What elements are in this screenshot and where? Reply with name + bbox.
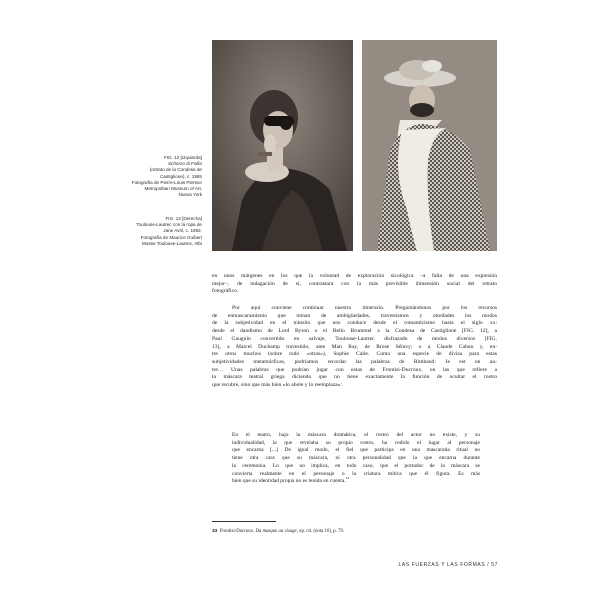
photo-toulouse-lautrec xyxy=(362,40,497,251)
running-footer: LAS FUERZAS Y LAS FORMAS / 57 xyxy=(398,562,498,568)
footnote-ref: 33 xyxy=(345,476,350,481)
caption-fig13 xyxy=(92,216,202,247)
quote-line: la ceremonia. Lo que no implica, en todo caso, que el portador de la máscara se xyxy=(232,462,480,469)
caption-label: FIG. 12 [Izquierda] xyxy=(163,155,202,160)
paragraph-2 xyxy=(212,305,497,390)
footnote-rule xyxy=(212,521,276,522)
quote-line: bien que su identidad propia no es tenida en cuenta. xyxy=(232,478,346,485)
text-line: desde el dandismo de Lord Byron o el Bello Brummel a la Condesa de Castiglione [FIG. 12], a xyxy=(212,328,497,335)
caption-fig12 xyxy=(92,155,202,198)
text-line: fotográfico. xyxy=(212,288,239,295)
footnote xyxy=(212,529,344,534)
text-line: tre… Unas palabras que podrían jugar con estas de Frontisi-Ducroux, en las que refiere a xyxy=(212,366,497,373)
paragraph-1 xyxy=(212,273,497,296)
caption-label: FIG. 13 [Derecha] xyxy=(165,216,202,221)
text-line: Paul Gauguin convertido en salvaje, Toulouse-Lautrec disfrazado de modos diversos [FIG. xyxy=(212,335,497,342)
quote-line: En el teatro, bajo la máscara dramática, el rostro del actor no existe, y su xyxy=(232,432,480,438)
caption-line: Fotografía de Maurice Guibert xyxy=(140,234,202,240)
caption-line: Jane Avril, c. 1892. xyxy=(163,228,202,234)
caption-line: Fotografía de Pierre-Louis Pierson xyxy=(131,179,202,185)
block-quote xyxy=(232,432,480,486)
quote-line: tiene otra cara que su máscara, ni otra personalidad que la que encarna durante xyxy=(232,455,480,462)
footnote-rest: op. cit. (nota 16), p. 79. xyxy=(299,529,345,534)
quote-line: que encarna [...] De igual modo, el fiel que participa en una mascarada ritual no xyxy=(232,447,480,454)
text-line: Por aquí conviene continuar nuestro itinerario. Preguntándonos por los recursos xyxy=(232,305,497,311)
quote-line-last xyxy=(232,478,480,486)
text-line: en unos márgenes en los que la voluntad de exploración sicológica –a falta de una expresión xyxy=(212,273,497,279)
caption-title: Scherzo di Follia xyxy=(168,161,202,167)
footnote-number: 33 xyxy=(212,529,218,534)
quote-line: convierta realmente en el personaje o la criatura mítica que él figura. Es más xyxy=(232,470,480,477)
text-line: de enmascaramiento que minan de ambigüedades, travestismos y otredades los modos xyxy=(212,312,497,319)
text-line: 13], a Marcel Duchamp travestido, ante Man Ray, de Rrose Sélavy; o a Claude Cahun y, en- xyxy=(212,343,497,350)
caption-line: Toulouse-Lautrec con la ropa de xyxy=(136,222,202,228)
footnote-title: Du masque au visage, xyxy=(255,529,298,534)
caption-line: Metropolitan Museum of Art, xyxy=(144,186,202,192)
text-line: la máscara teatral griega diciendo que no tiene exactamente la función de ocultar el rostro xyxy=(212,374,497,381)
text-line: mejor–, de indagación de sí, contrastará con la más previsible dimensión social del retrato xyxy=(212,280,497,287)
text-line: de la subjetividad en el tránsito que nos conduce desde el romanticismo hasta el siglo xx: xyxy=(212,320,497,327)
text-line: tre otros muchos (sobre todo «otras»), Sophie Calle. Como una especie de divisa para estas xyxy=(212,351,497,358)
caption-line: Castiglione), c. 1865 xyxy=(160,173,202,179)
quote-line: individualidad, la que revelaba su propio rostro, ha cedido el lugar al personaje xyxy=(232,439,480,446)
caption-line: Nueva York xyxy=(178,192,202,198)
text-line: que recubre, sino que más bien «lo abole y lo reemplaza»: xyxy=(212,382,343,389)
photo-countess-castiglione xyxy=(212,40,353,251)
caption-line: Musée Toulouse-Lautrec, Albi xyxy=(141,240,202,246)
caption-line: (retrato de la Condesa de xyxy=(149,167,202,173)
text-line: subjetividades metamórficas, podríamos recordar las palabras de Rimbaud: Je est un au- xyxy=(212,358,497,365)
footnote-author: Frontisi-Ducroux, xyxy=(219,529,255,534)
